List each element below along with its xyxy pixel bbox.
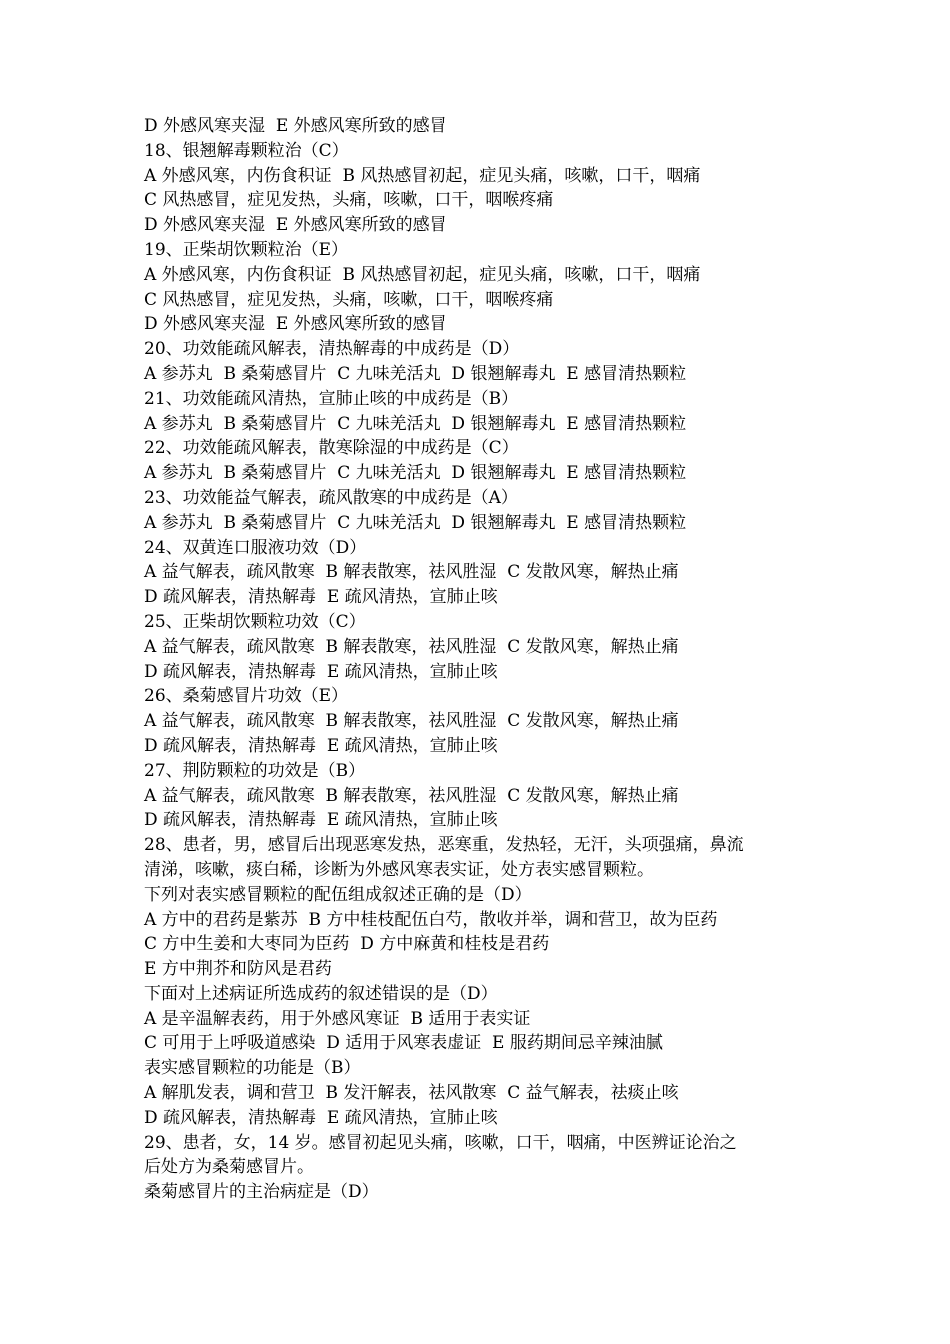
text-line: A 解肌发表，调和营卫 B 发汗解表，祛风散寒 C 益气解表，祛痰止咳 (144, 1083, 679, 1104)
text-line: A 外感风寒，内伤食积证 B 风热感冒初起，症见头痛，咳嗽，口干，咽痛 (144, 165, 701, 186)
text-line: 27、荆防颗粒的功效是（B） (144, 760, 366, 781)
text-line: A 参苏丸 B 桑菊感冒片 C 九味羌活丸 D 银翘解毒丸 E 感冒清热颗粒 (144, 463, 687, 484)
text-line: 18、银翘解毒颗粒治（C） (144, 140, 349, 161)
text-line: 20、功效能疏风解表，清热解毒的中成药是（D） (144, 339, 520, 360)
text-line: 22、功效能疏风解表，散寒除湿的中成药是（C） (144, 438, 519, 459)
text-line: 后处方为桑菊感冒片。 (144, 1157, 314, 1178)
text-line: D 疏风解表，清热解毒 E 疏风清热，宣肺止咳 (144, 810, 498, 831)
text-line: D 外感风寒夹湿 E 外感风寒所致的感冒 (144, 116, 447, 136)
text-line: 23、功效能益气解表，疏风散寒的中成药是（A） (144, 487, 518, 508)
text-line: A 参苏丸 B 桑菊感冒片 C 九味羌活丸 D 银翘解毒丸 E 感冒清热颗粒 (144, 413, 687, 434)
text-line: A 参苏丸 B 桑菊感冒片 C 九味羌活丸 D 银翘解毒丸 E 感冒清热颗粒 (144, 512, 687, 533)
text-line: 28、患者，男，感冒后出现恶寒发热，恶寒重，发热轻，无汗，头项强痛，鼻流 (144, 835, 744, 856)
text-line: D 疏风解表，清热解毒 E 疏风清热，宣肺止咳 (144, 661, 498, 682)
text-line: 26、桑菊感冒片功效（E） (144, 686, 349, 707)
text-line: A 益气解表，疏风散寒 B 解表散寒，祛风胜湿 C 发散风寒，解热止痛 (144, 785, 679, 806)
text-line: E 方中荆芥和防风是君药 (144, 959, 332, 980)
text-line: 25、正柴胡饮颗粒功效（C） (144, 611, 366, 632)
text-line: C 风热感冒，症见发热，头痛，咳嗽，口干，咽喉疼痛 (144, 190, 554, 211)
text-line: 21、功效能疏风清热，宣肺止咳的中成药是（B） (144, 388, 519, 409)
text-line: 下列对表实感冒颗粒的配伍组成叙述正确的是（D） (144, 884, 532, 905)
text-line: A 方中的君药是紫苏 B 方中桂枝配伍白芍，散收并举，调和营卫，故为臣药 (144, 909, 718, 930)
text-line: D 疏风解表，清热解毒 E 疏风清热，宣肺止咳 (144, 587, 498, 608)
text-line: 19、正柴胡饮颗粒治（E） (144, 239, 349, 260)
text-line: 表实感冒颗粒的功能是（B） (144, 1058, 361, 1079)
text-line: C 风热感冒，症见发热，头痛，咳嗽，口干，咽喉疼痛 (144, 289, 554, 310)
text-line: A 是辛温解表药，用于外感风寒证 B 适用于表实证 (144, 1008, 531, 1029)
text-line: D 外感风寒夹湿 E 外感风寒所致的感冒 (144, 314, 447, 335)
text-line: D 疏风解表，清热解毒 E 疏风清热，宣肺止咳 (144, 1107, 498, 1128)
text-line: A 参苏丸 B 桑菊感冒片 C 九味羌活丸 D 银翘解毒丸 E 感冒清热颗粒 (144, 363, 687, 384)
text-line: A 益气解表，疏风散寒 B 解表散寒，祛风胜湿 C 发散风寒，解热止痛 (144, 711, 679, 732)
text-line: 桑菊感冒片的主治病症是（D） (144, 1182, 379, 1203)
text-line: 29、患者，女，14 岁。感冒初起见头痛，咳嗽，口干，咽痛，中医辨证论治之 (144, 1132, 737, 1153)
text-line: A 外感风寒，内伤食积证 B 风热感冒初起，症见头痛，咳嗽，口干，咽痛 (144, 264, 701, 285)
text-line: C 方中生姜和大枣同为臣药 D 方中麻黄和桂枝是君药 (144, 934, 550, 955)
text-line: 24、双黄连口服液功效（D） (144, 537, 367, 558)
document-page (144, 114, 824, 1205)
text-line: 清涕，咳嗽，痰白稀，诊断为外感风寒表实证，处方表实感冒颗粒。 (144, 859, 654, 880)
text-line: A 益气解表，疏风散寒 B 解表散寒，祛风胜湿 C 发散风寒，解热止痛 (144, 636, 679, 657)
text-line: A 益气解表，疏风散寒 B 解表散寒，祛风胜湿 C 发散风寒，解热止痛 (144, 562, 679, 583)
text-line: D 疏风解表，清热解毒 E 疏风清热，宣肺止咳 (144, 735, 498, 756)
text-line: D 外感风寒夹湿 E 外感风寒所致的感冒 (144, 215, 447, 236)
text-line: 下面对上述病证所选成药的叙述错误的是（D） (144, 983, 498, 1004)
text-line: C 可用于上呼吸道感染 D 适用于风寒表虚证 E 服药期间忌辛辣油腻 (144, 1033, 663, 1054)
